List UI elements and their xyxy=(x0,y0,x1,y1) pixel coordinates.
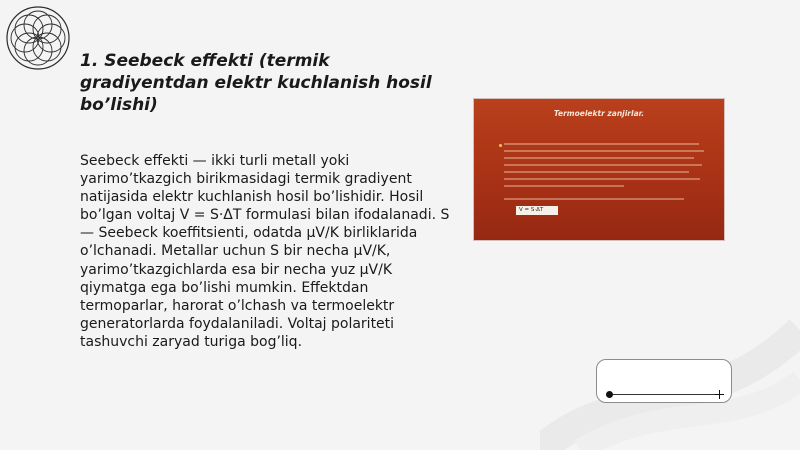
bullet-icon xyxy=(499,144,502,147)
slider-track[interactable] xyxy=(609,394,721,395)
slider-widget[interactable] xyxy=(596,359,732,403)
text-line xyxy=(504,198,684,200)
spirograph-logo-icon xyxy=(3,3,73,73)
slide-title: 1. Seebeck effekti (termik gradiyentdan elektr kuchlanish hosil bo’lishi) xyxy=(80,51,432,115)
embedded-formula: V = S·ΔT xyxy=(516,206,558,215)
text-line xyxy=(504,178,700,180)
embedded-slide-image xyxy=(474,99,724,240)
plus-icon[interactable] xyxy=(719,390,720,399)
text-line xyxy=(504,157,694,159)
text-line xyxy=(504,164,702,166)
text-line xyxy=(504,185,624,187)
embedded-slide-title: Termoelektr zanjirlar. xyxy=(553,109,645,118)
slide-body-text: Seebeck effekti — ikki turli metall yoki yarimo’tkazgich birikmasidagi termik gradiyent natijasida elektr kuchlanish hosil bo’lishidir. Hosil bo’lgan voltaj V = S·ΔT formulasi bilan ifodalanadi. S — Seebeck koeffitsienti, odatda μV/K birliklarida o’lchanadi. Metallar uchun S bir necha μV/K, yarimo’tkazgichlarda esa bir necha yuz μV/K qiymatga ega bo’lishi mumkin. Effektdan termoparlar, harorat o’lchash va termoelektr generatorlarda foydalaniladi. Voltaj polariteti tashuvchi zaryad turiga bog’liq. xyxy=(80,153,450,350)
dot-icon[interactable] xyxy=(606,391,613,398)
text-line xyxy=(504,150,704,152)
text-line xyxy=(504,143,699,145)
text-line xyxy=(504,171,689,173)
